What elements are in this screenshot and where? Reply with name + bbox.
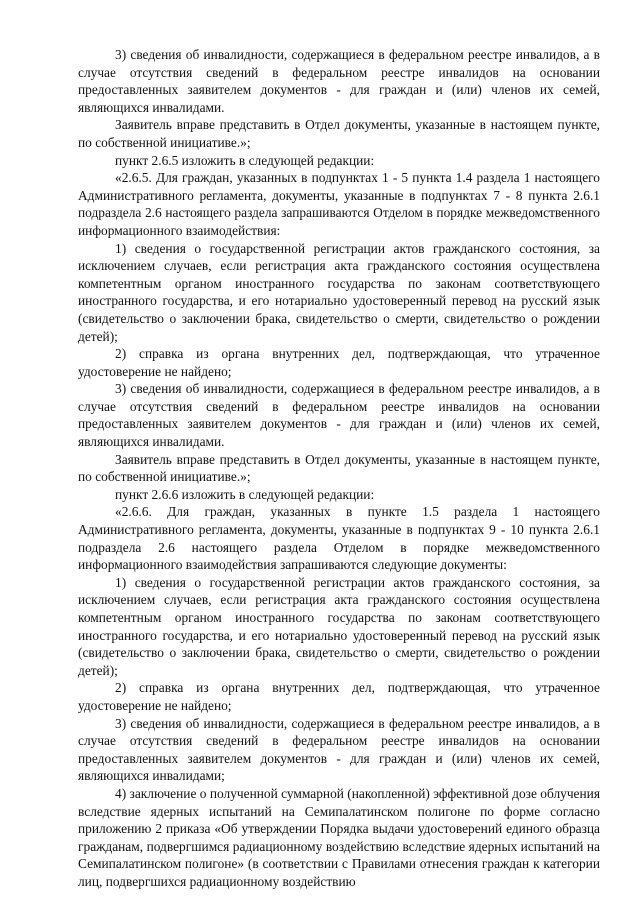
paragraph-amend-2-6-5: пункт 2.6.5 изложить в следующей редакции: — [115, 152, 375, 168]
paragraph-own-initiative: Заявитель вправе представить в Отдел документы, указанные в настоящем пункте, по собственной инициативе.»; — [78, 451, 600, 485]
document-body — [78, 46, 600, 891]
paragraph-civil-registration: 1) сведения о государственной регистрации актов гражданского состояния, за исключением случаев, если регистрация акта гражданского состояния осуществлена компетентным органом иностранного государства по законам соответствующего иностранного государства, и его нотариально удостоверенный перевод на русский язык (свидетельство о заключении брака, свидетельство о смерти, свидетельство о рождении детей); — [78, 240, 600, 344]
paragraph-amend-2-6-6: пункт 2.6.6 изложить в следующей редакции: — [115, 486, 375, 502]
paragraph-disability-info: 3) сведения об инвалидности, содержащиеся в федеральном реестре инвалидов, а в случае отсутствия сведений в федеральном реестре инвалидов на основании предоставленных заявителем документов - для граждан и (или) членов их семей, являющихся инвалидами. — [78, 381, 600, 450]
paragraph-disability-info: 3) сведения об инвалидности, содержащиеся в федеральном реестре инвалидов, а в случае отсутствия сведений в федеральном реестре инвалидов на основании предоставленных заявителем документов - для граждан и (или) членов их семей, являющихся инвалидами; — [78, 715, 600, 784]
paragraph-civil-registration: 1) сведения о государственной регистрации актов гражданского состояния, за исключением случаев, если регистрация акта гражданского состояния осуществлена компетентным органом иностранного государства по законам соответствующего иностранного государства, и его нотариально удостоверенный перевод на русский язык (свидетельство о заключении брака, свидетельство о смерти, свидетельство о рождении детей); — [78, 574, 600, 678]
paragraph-radiation-dose: 4) заключение о полученной суммарной (накопленной) эффективной дозе облучения вследствие ядерных испытаний на Семипалатинском полигоне по форме согласно приложению 2 приказа «Об утверждении Порядка выдачи удостоверений единого образца гражданам, подвергшимся радиационному воздействию вследствие ядерных испытаний на Семипалатинском полигоне» (в соответствии с Правилами отнесения граждан к категории лиц, подвергшихся радиационному воздействию — [78, 785, 600, 889]
paragraph-2-6-6-text: «2.6.6. Для граждан, указанных в пункте 1.5 раздела 1 настоящего Административного регламента, документы, указанные в подпунктах 9 - 10 пункта 2.6.1 подраздела 2.6 настоящего раздела Отделом в порядке межведомственного информационного взаимодействия запрашиваются следующие документы: — [78, 504, 600, 573]
paragraph-police-certificate: 2) справка из органа внутренних дел, подтверждающая, что утраченное удостоверение не найдено; — [78, 680, 600, 713]
paragraph-own-initiative: Заявитель вправе представить в Отдел документы, указанные в настоящем пункте, по собственной инициативе.»; — [78, 117, 600, 150]
paragraph-2-6-5-text: «2.6.5. Для граждан, указанных в подпунктах 1 - 5 пункта 1.4 раздела 1 настоящего Административного регламента, документы, указанные в подпунктах 7 - 8 пункта 2.6.1 подраздела 2.6 настоящего раздела запрашиваются Отделом в порядке межведомственного информационного взаимодействия: — [78, 170, 600, 238]
paragraph-police-certificate: 2) справка из органа внутренних дел, подтверждающая, что утраченное удостоверение не найдено; — [78, 346, 600, 379]
paragraph-disability-info: 3) сведения об инвалидности, содержащиеся в федеральном реестре инвалидов, а в случае отсутствия сведений в федеральном реестре инвалидов на основании предоставленных заявителем документов - для граждан и (или) членов их семей, являющихся инвалидами. — [78, 47, 600, 115]
